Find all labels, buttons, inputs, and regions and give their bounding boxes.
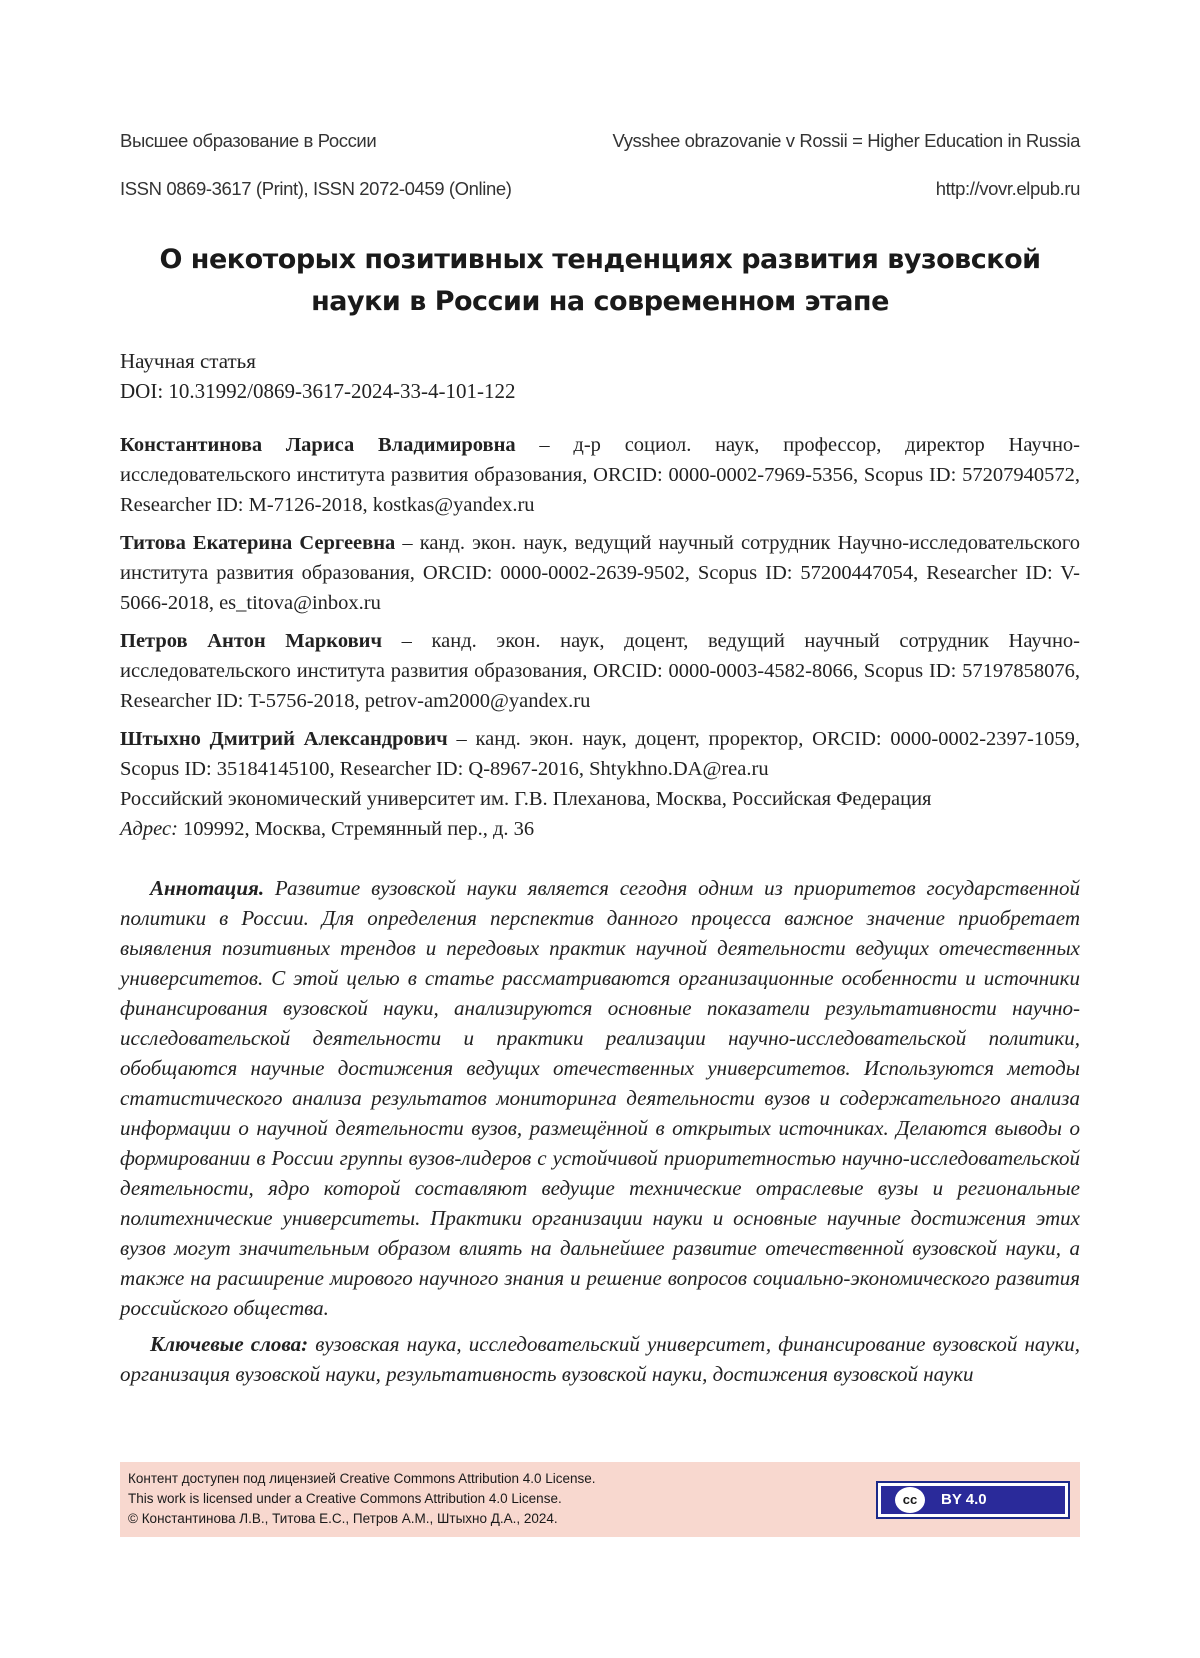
- abstract-text: Развитие вузовской науки является сегодня одним из приоритетов государственной политики в России. Для определения перспектив данного процесса важное значение приобретает выявления позитивных трендов и передовых практик научной деятельности ведущих отечественных университетов. С этой целью в статье рассматриваются организационные особенности и источники финансирования вузовской науки, анализируются основные показатели результативности научно-исследовательской деятельности и практики реализации научно-исследовательской политики, обобщаются научные достижения ведущих отечественных университетов. Используются методы статистического анализа результатов мониторинга деятельности вузов и содержательного анализа информации о научной деятельности вузов, размещённой в открытых источниках. Делаются выводы о формировании в России группы вузов-лидеров с устойчивой приоритетностью научно-исследовательской деятельности, ядро которой составляют ведущие технические отраслевые вузы и региональные политехнические университеты. Практики организации науки и основные научные достижения этих вузов могут значительным образом влиять на дальнейшее развитие отечественной вузовской науки, а также на расширение мирового научного знания и решение вопросов социально-экономического развития российского общества.: [120, 876, 1080, 1320]
- keywords-text: вузовская наука, исследовательский университет, финансирование вузовской науки, организация вузовской науки, результативность вузовской науки, достижения вузовской науки: [120, 1332, 1080, 1386]
- license-text: [128, 1469, 596, 1529]
- cc-badge-inner: [881, 1486, 1065, 1514]
- author-details: – канд. экон. наук, доцент, ведущий научный сотрудник Научно-исследовательского института развития образования, ORCID: 0000-0003-4582-8066, Scopus ID: 57197858076, Researcher ID: T-5756-2018, petrov-am2000@yandex.ru: [120, 630, 1080, 712]
- author-details: – канд. экон. наук, ведущий научный сотрудник Научно-исследовательского института развития образования, ORCID: 0000-0002-2639-9502, Scopus ID: 57200447054, Researcher ID: V-5066-2018, es_titova@inbox.ru: [120, 532, 1080, 614]
- address-text: 109992, Москва, Стремянный пер., д. 36: [177, 818, 535, 840]
- article-doi[interactable]: DOI: 10.31992/0869-3617-2024-33-4-101-122: [120, 379, 516, 403]
- authors-block: [120, 430, 1080, 844]
- license-line-en: This work is licensed under a Creative Commons Attribution 4.0 License.: [128, 1491, 562, 1506]
- journal-url[interactable]: http://vovr.elpub.ru: [935, 178, 1080, 199]
- keywords-label: Ключевые слова:: [150, 1332, 309, 1356]
- affiliation-address: [120, 814, 1080, 844]
- article-title-line-1: О некоторых позитивных тенденциях развития вузовской: [159, 244, 1041, 275]
- article-meta: [120, 346, 1080, 406]
- license-box: [120, 1462, 1080, 1537]
- keywords-paragraph: [120, 1329, 1080, 1389]
- issn-header: [120, 178, 1080, 200]
- author-details: – канд. экон. наук, доцент, проректор, ORCID: 0000-0002-2397-1059, Scopus ID: 35184145100, Researcher ID: Q-8967-2016, Shtykhno.DA@rea.ru: [120, 728, 1080, 780]
- issn-text: ISSN 0869-3617 (Print), ISSN 2072-0459 (Online): [120, 178, 512, 199]
- article-title-line-2: науки в России на современном этапе: [311, 286, 889, 317]
- license-line-ru: Контент доступен под лицензией Creative Commons Attribution 4.0 License.: [128, 1471, 596, 1486]
- affiliation-org: Российский экономический университет им. Г.В. Плеханова, Москва, Российская Федерация: [120, 788, 932, 810]
- cc-by-badge[interactable]: [876, 1481, 1070, 1519]
- author-entry: [120, 626, 1080, 716]
- journal-title-ru: Высшее образование в России: [120, 130, 377, 151]
- author-entry: [120, 528, 1080, 618]
- author-name: Константинова Лариса Владимировна: [120, 434, 516, 456]
- article-title: [120, 239, 1080, 323]
- address-label: Адрес:: [120, 818, 178, 840]
- license-copyright: © Константинова Л.В., Титова Е.С., Петров А.М., Штыхно Д.А., 2024.: [128, 1511, 558, 1526]
- author-name: Штыхно Дмитрий Александрович: [120, 728, 448, 750]
- author-details: – д-р социол. наук, профессор, директор Научно-исследовательского института развития образования, ORCID: 0000-0002-7969-5356, Scopus ID: 57207940572, Researcher ID: M-7126-2018, kostkas@yandex.ru: [120, 434, 1080, 516]
- author-entry: [120, 430, 1080, 520]
- cc-by-label: BY 4.0: [941, 1491, 987, 1508]
- cc-icon: cc: [895, 1487, 925, 1513]
- abstract-label: Аннотация.: [150, 876, 265, 900]
- abstract-block: [120, 873, 1080, 1395]
- author-name: Петров Антон Маркович: [120, 630, 383, 652]
- abstract-paragraph: [120, 873, 1080, 1323]
- author-entry: [120, 724, 1080, 784]
- author-name: Титова Екатерина Сергеевна: [120, 532, 396, 554]
- journal-header: [120, 130, 1080, 152]
- article-type: Научная статья: [120, 349, 256, 373]
- journal-title-en: Vysshee obrazovanie v Rossii = Higher Education in Russia: [612, 130, 1080, 151]
